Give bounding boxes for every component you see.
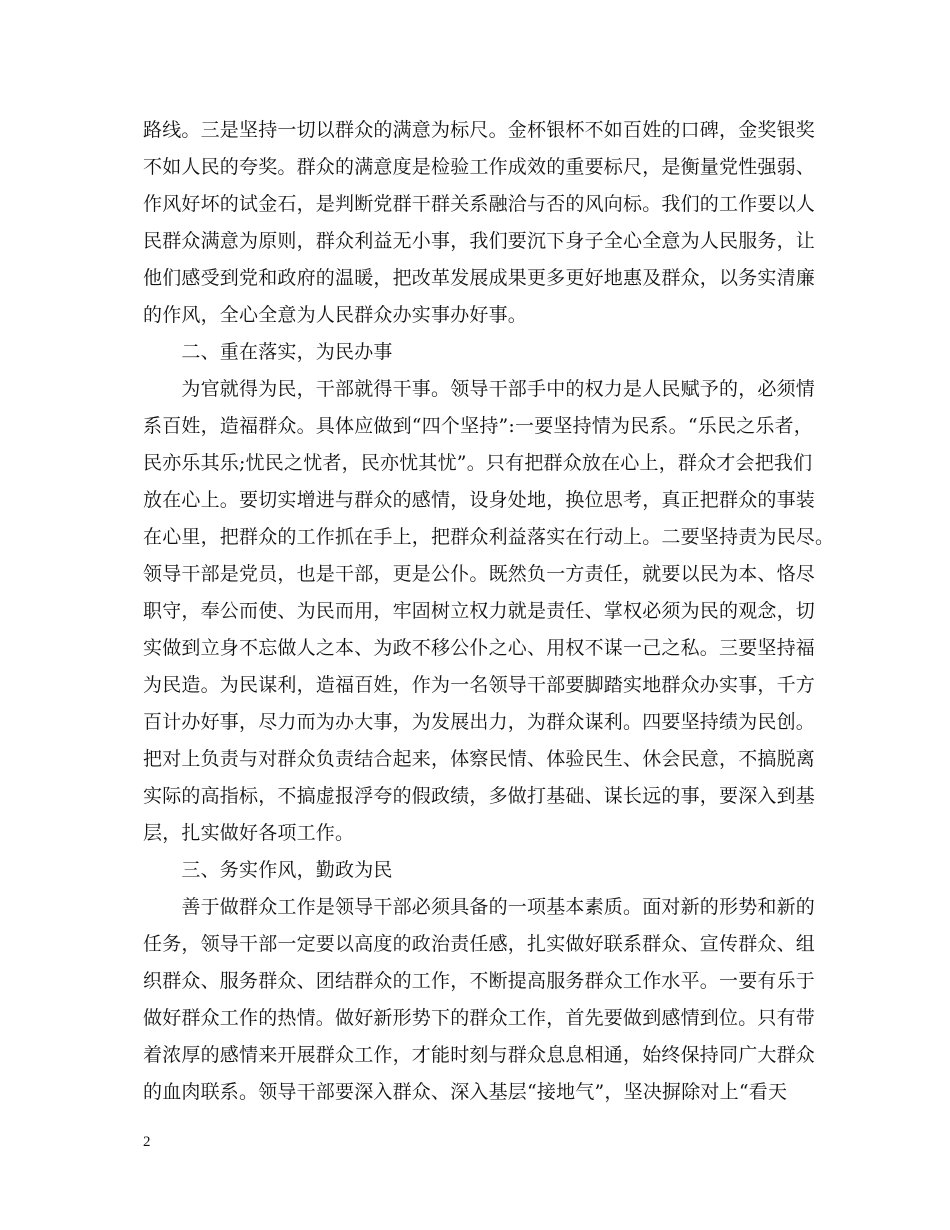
text-line: 作风好坏的试金石，是判断党群干群关系融洽与否的风向标。我们的工作要以人: [143, 193, 816, 215]
text-line: 他们感受到党和政府的温暖，把改革发展成果更多更好地惠及群众，以务实清廉: [143, 267, 816, 289]
text-line: 不如人民的夸奖。群众的满意度是检验工作成效的重要标尺，是衡量党性强弱、: [143, 156, 816, 178]
text-line: 为官就得为民，干部就得干事。领导干部手中的权力是人民赋予的，必须情: [143, 378, 816, 400]
text-line: 民亦乐其乐;忧民之忧者，民亦忧其忧”。只有把群众放在心上，群众才会把我们: [143, 452, 813, 474]
section-heading: 二、重在落实，为民办事: [143, 341, 393, 363]
text-line: 着浓厚的感情来开展群众工作，才能时刻与群众息息相通，始终保持同广大群众: [143, 1044, 816, 1066]
section-heading: 三、务实作风，勤政为民: [143, 859, 393, 881]
text-line: 路线。三是坚持一切以群众的满意为标尺。金杯银杯不如百姓的口碑，金奖银奖: [143, 119, 816, 141]
text-line: 百计办好事，尽力而为办大事，为发展出力，为群众谋利。四要坚持绩为民创。: [143, 711, 816, 733]
text-line: 放在心上。要切实增进与群众的感情，设身处地，换位思考，真正把群众的事装: [143, 489, 816, 511]
text-line: 把对上负责与对群众负责结合起来，体察民情、体验民生、休会民意，不搞脱离: [143, 748, 816, 770]
text-line: 民群众满意为原则，群众利益无小事，我们要沉下身子全心全意为人民服务，让: [143, 230, 816, 252]
text-line: 善于做群众工作是领导干部必须具备的一项基本素质。面对新的形势和新的: [143, 896, 816, 918]
text-line: 系百姓，造福群众。具体应做到“四个坚持”:一要坚持情为民系。“乐民之乐者，: [143, 415, 813, 437]
page-number: 2: [143, 1134, 151, 1150]
text-line: 职守，奉公而使、为民而用，牢固树立权力就是责任、掌权必须为民的观念，切: [143, 600, 816, 622]
text-line: 任务，领导干部一定要以高度的政治责任感，扎实做好联系群众、宣传群众、组: [143, 933, 816, 955]
text-line: 在心里，把群众的工作抓在手上，把群众利益落实在行动上。二要坚持责为民尽。: [143, 526, 835, 548]
text-line: 层，扎实做好各项工作。: [143, 822, 355, 844]
text-line: 织群众、服务群众、团结群众的工作，不断提高服务群众工作水平。一要有乐于: [143, 970, 816, 992]
text-line: 为民造。为民谋利，造福百姓，作为一名领导干部要脚踏实地群众办实事，千方: [143, 674, 816, 696]
text-line: 的血肉联系。领导干部要深入群众、深入基层“接地气”，坚决摒除对上“看天: [143, 1081, 788, 1103]
text-line: 实做到立身不忘做人之本、为政不移公仆之心、用权不谋一己之私。三要坚持福: [143, 637, 816, 659]
text-line: 做好群众工作的热情。做好新形势下的群众工作，首先要做到感情到位。只有带: [143, 1007, 816, 1029]
text-line: 实际的高指标，不搞虚报浮夸的假政绩，多做打基础、谋长远的事，要深入到基: [143, 785, 816, 807]
text-line: 的作风，全心全意为人民群众办实事办好事。: [143, 304, 528, 326]
text-line: 领导干部是党员，也是干部，更是公仆。既然负一方责任，就要以民为本、恪尽: [143, 563, 816, 585]
